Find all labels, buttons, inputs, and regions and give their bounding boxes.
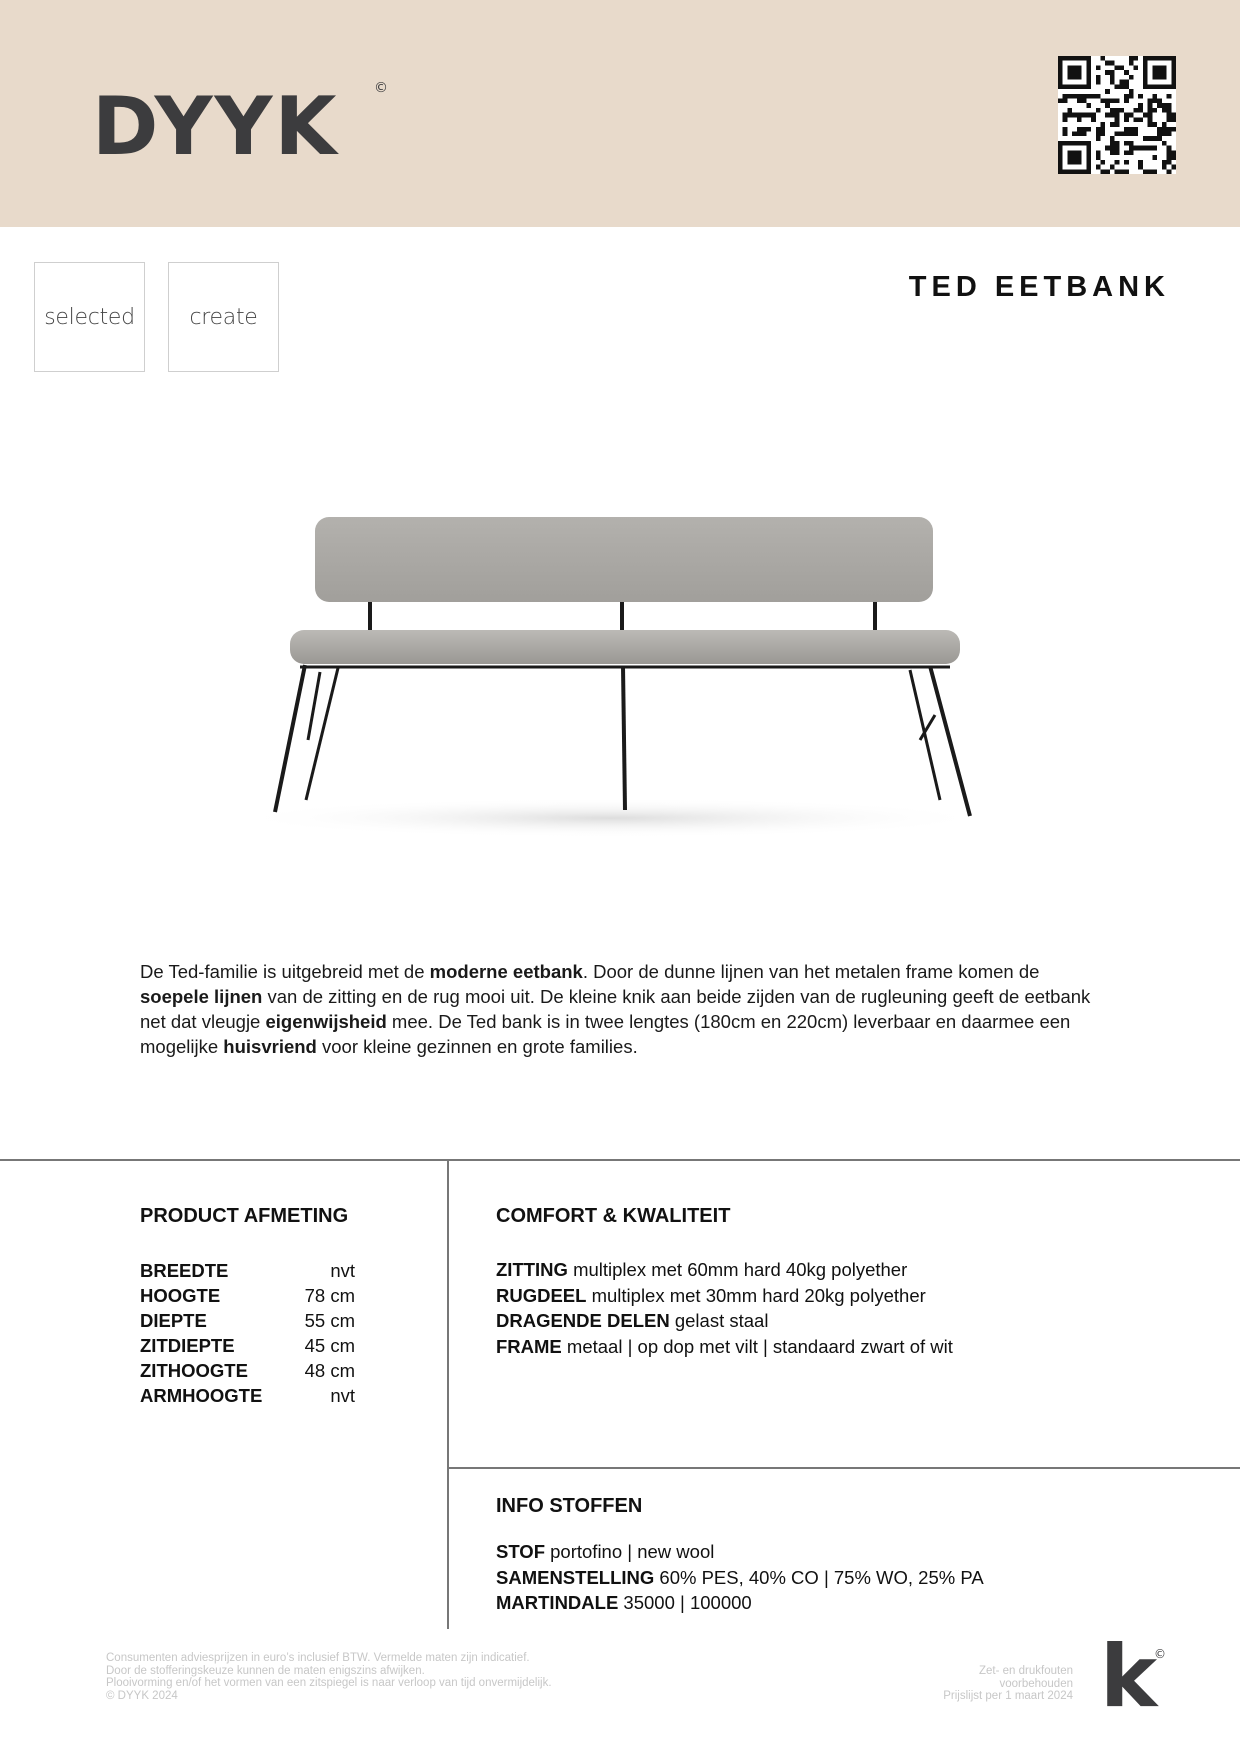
leg-front-left (275, 665, 305, 812)
dimension-row (140, 1333, 355, 1358)
fabric-spec-key: MARTINDALE (496, 1592, 619, 1613)
fabric-spec-value: portofino | new wool (545, 1541, 715, 1562)
leg-front-right (930, 666, 970, 816)
logo-text: DYYK (92, 80, 339, 162)
back-post-left (368, 602, 372, 632)
fabric-spec-key: SAMENSTELLING (496, 1566, 655, 1588)
spec-vertical-divider (447, 1159, 449, 1629)
footer-line: voorbehouden (999, 1677, 1073, 1690)
footer-disclaimer (106, 1652, 552, 1702)
dimension-value: nvt (330, 1385, 355, 1406)
selected-tag[interactable]: selected (34, 262, 145, 372)
fabrics-list (496, 1539, 984, 1616)
logo-copyright: © (374, 80, 388, 96)
footer-price-note (943, 1665, 1073, 1703)
fabrics-title: INFO STOFFEN (496, 1495, 643, 1517)
floor-shadow (230, 798, 990, 838)
leg-back-left (308, 672, 320, 740)
comfort-spec-key: ZITTING (496, 1259, 568, 1280)
comfort-spec-key: FRAME (496, 1335, 562, 1357)
comfort-spec-value: gelast staal (669, 1310, 769, 1331)
footer-line: Plooivorming en/of het vormen van een zitspiegel is naar verloop van tijd onvermijdelijk. (106, 1677, 552, 1689)
leg-inner-left (306, 668, 338, 800)
footer-line: Prijslijst per 1 maart 2024 (943, 1690, 1073, 1702)
footer-line: Consumenten adviesprijzen in euro’s inclusief BTW. Vermelde maten zijn indicatief. (106, 1652, 530, 1664)
comfort-spec-value: metaal | op dop met vilt | standaard zwart of wit (561, 1335, 953, 1357)
comfort-list (496, 1257, 953, 1359)
fabric-spec-row (496, 1565, 984, 1591)
create-tag[interactable]: create (168, 262, 279, 372)
dimensions-title: PRODUCT AFMETING (140, 1205, 349, 1227)
dimension-label: BREEDTE (140, 1260, 229, 1281)
comfort-spec-row (496, 1334, 953, 1360)
bench-back-cushion (315, 517, 933, 602)
product-title: TED EETBANK (908, 271, 1170, 303)
dimension-row (140, 1358, 355, 1383)
page-header (0, 0, 1240, 227)
product-description: De Ted-familie is uitgebreid met de moderne eetbank. Door de dunne lijnen van het metalen frame komen de soepele lijnen van de zitting en de rug mooi uit. De kleine knik aan beide zijden van de rugleuning geeft de eetbank net dat vleugje eigenwijsheid mee. De Ted bank is in twee lengtes (180cm en 220cm) leverbaar en daarmee een mogelijke huisvriend voor kleine gezinnen en grote families. (140, 961, 1091, 1057)
back-post-center (620, 602, 624, 632)
footer-line: Door de stofferingskeuze kunnen de maten enigszins afwijken. (106, 1664, 425, 1677)
comfort-spec-row (496, 1257, 953, 1283)
dining-bench-photo (210, 500, 990, 840)
footer-line: Zet- en drukfouten (979, 1665, 1073, 1677)
fabric-spec-value: 60% PES, 40% CO | 75% WO, 25% PA (654, 1566, 984, 1588)
comfort-spec-value: multiplex met 30mm hard 20kg polyether (586, 1284, 926, 1306)
fabric-divider (447, 1467, 1240, 1469)
dimension-row (140, 1383, 355, 1408)
fabric-spec-value: 35000 | 100000 (618, 1592, 752, 1613)
leg-center (623, 666, 625, 810)
dimension-value: 48 cm (304, 1360, 355, 1381)
dimension-value: 45 cm (304, 1335, 355, 1356)
back-post-right (873, 602, 877, 632)
k-mark-letter: k (1100, 1636, 1158, 1716)
dimension-value: 78 cm (304, 1285, 355, 1306)
footer-line: © DYYK 2024 (106, 1689, 178, 1702)
comfort-title: COMFORT & KWALITEIT (496, 1205, 731, 1227)
dyyk-logo[interactable] (92, 62, 392, 167)
dimension-value: nvt (330, 1260, 355, 1281)
bench-seat-cushion (290, 630, 960, 664)
dimension-row (140, 1258, 355, 1283)
fabric-spec-key: STOF (496, 1541, 545, 1562)
comfort-spec-key: RUGDEEL (496, 1284, 587, 1306)
dimension-row (140, 1308, 355, 1333)
fabric-spec-row (496, 1590, 984, 1616)
k-brand-mark[interactable] (1100, 1636, 1170, 1721)
comfort-spec-value: multiplex met 60mm hard 40kg polyether (567, 1259, 908, 1280)
comfort-spec-row (496, 1308, 953, 1334)
dimension-label: ZITHOOGTE (140, 1360, 248, 1381)
qr-code-icon[interactable] (1058, 56, 1176, 174)
dimension-value: 55 cm (304, 1310, 355, 1331)
dimension-label: DIEPTE (140, 1310, 207, 1331)
comfort-spec-key: DRAGENDE DELEN (496, 1310, 670, 1331)
dimension-label: ZITDIEPTE (140, 1335, 235, 1356)
dimension-row (140, 1283, 355, 1308)
dimension-label: HOOGTE (140, 1285, 221, 1306)
fabric-spec-row (496, 1539, 984, 1565)
dimensions-table (140, 1258, 355, 1408)
spec-top-divider (0, 1159, 1240, 1161)
dimension-label: ARMHOOGTE (140, 1385, 263, 1406)
k-mark-copyright: © (1154, 1647, 1166, 1661)
comfort-spec-row (496, 1283, 953, 1309)
